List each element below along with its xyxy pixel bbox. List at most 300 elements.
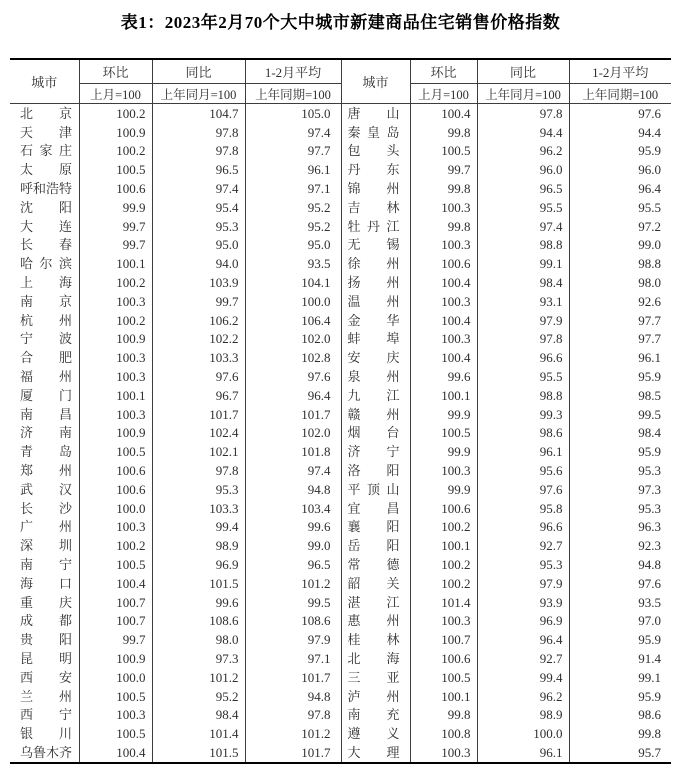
yoy-value-right: 99.3	[477, 405, 569, 424]
city-name-right: 牡丹江	[347, 218, 400, 234]
city-cell	[341, 612, 410, 631]
avg-value-right: 92.3	[569, 536, 671, 555]
yoy-value-left: 101.5	[152, 743, 245, 763]
city-cell	[10, 142, 79, 161]
mom-value-right: 99.8	[410, 217, 477, 236]
avg-value-right: 95.7	[569, 743, 671, 763]
city-cell	[341, 236, 410, 255]
yoy-value-left: 98.0	[152, 630, 245, 649]
avg-value-right: 94.4	[569, 123, 671, 142]
avg-value-left: 102.0	[245, 330, 341, 349]
avg-value-left: 101.2	[245, 724, 341, 743]
city-cell	[10, 104, 79, 123]
mom-value-right: 100.5	[410, 668, 477, 687]
table-row	[10, 649, 671, 668]
yoy-value-right: 95.6	[477, 461, 569, 480]
price-index-table	[10, 58, 671, 764]
yoy-value-left: 99.6	[152, 593, 245, 612]
mom-value-left: 100.9	[79, 123, 152, 142]
city-cell	[341, 706, 410, 725]
avg-value-right: 96.4	[569, 179, 671, 198]
header-mom-base-right: 上月=100	[410, 84, 477, 104]
city-cell	[10, 630, 79, 649]
city-cell	[341, 461, 410, 480]
mom-value-left: 100.3	[79, 367, 152, 386]
avg-value-left: 95.2	[245, 198, 341, 217]
city-cell	[10, 743, 79, 763]
city-cell	[10, 254, 79, 273]
table-row	[10, 273, 671, 292]
yoy-value-right: 94.4	[477, 123, 569, 142]
city-name-right: 大理	[347, 744, 400, 760]
table-row	[10, 724, 671, 743]
yoy-value-right: 96.6	[477, 518, 569, 537]
table-row	[10, 254, 671, 273]
table-row	[10, 104, 671, 123]
table-row	[10, 142, 671, 161]
city-name-left: 长沙	[20, 500, 72, 516]
mom-value-right: 99.9	[410, 405, 477, 424]
yoy-value-left: 101.2	[152, 668, 245, 687]
mom-value-left: 100.4	[79, 743, 152, 763]
city-cell	[341, 743, 410, 763]
yoy-value-left: 99.7	[152, 292, 245, 311]
yoy-value-left: 95.2	[152, 687, 245, 706]
avg-value-left: 102.0	[245, 424, 341, 443]
city-name-left: 西宁	[20, 707, 72, 723]
header-yoy-base-right: 上年同月=100	[477, 84, 569, 104]
city-name-right: 平顶山	[347, 481, 400, 497]
table-row	[10, 706, 671, 725]
city-name-right: 唐山	[347, 105, 400, 121]
yoy-value-right: 98.9	[477, 706, 569, 725]
city-cell	[341, 198, 410, 217]
yoy-value-right: 96.2	[477, 687, 569, 706]
mom-value-right: 99.8	[410, 706, 477, 725]
mom-value-left: 100.1	[79, 254, 152, 273]
city-cell	[341, 179, 410, 198]
avg-value-left: 104.1	[245, 273, 341, 292]
yoy-value-right: 97.8	[477, 104, 569, 123]
yoy-value-right: 98.6	[477, 424, 569, 443]
city-name-left: 北京	[20, 105, 72, 121]
mom-value-right: 101.4	[410, 593, 477, 612]
avg-value-left: 94.8	[245, 687, 341, 706]
city-cell	[10, 160, 79, 179]
yoy-value-left: 106.2	[152, 311, 245, 330]
yoy-value-right: 98.8	[477, 386, 569, 405]
yoy-value-left: 103.3	[152, 348, 245, 367]
city-name-right: 丹东	[347, 162, 400, 178]
city-cell	[10, 518, 79, 537]
yoy-value-right: 92.7	[477, 536, 569, 555]
avg-value-right: 96.1	[569, 348, 671, 367]
avg-value-left: 96.1	[245, 160, 341, 179]
mom-value-left: 100.3	[79, 405, 152, 424]
city-name-right: 温州	[347, 293, 400, 309]
avg-value-right: 98.8	[569, 254, 671, 273]
mom-value-right: 100.3	[410, 330, 477, 349]
city-name-right: 包头	[347, 143, 400, 159]
yoy-value-right: 97.6	[477, 480, 569, 499]
city-name-right: 泸州	[347, 688, 400, 704]
yoy-value-right: 96.2	[477, 142, 569, 161]
city-cell	[10, 292, 79, 311]
yoy-value-right: 99.1	[477, 254, 569, 273]
avg-value-right: 98.5	[569, 386, 671, 405]
mom-value-right: 100.3	[410, 461, 477, 480]
city-name-right: 桂林	[347, 632, 400, 648]
avg-value-right: 95.9	[569, 442, 671, 461]
city-cell	[10, 330, 79, 349]
yoy-value-left: 98.9	[152, 536, 245, 555]
avg-value-left: 101.7	[245, 405, 341, 424]
city-cell	[10, 612, 79, 631]
city-name-right: 安庆	[347, 350, 400, 366]
city-cell	[341, 311, 410, 330]
city-name-left: 南昌	[20, 406, 72, 422]
mom-value-right: 100.1	[410, 536, 477, 555]
avg-value-left: 97.4	[245, 461, 341, 480]
city-cell	[10, 555, 79, 574]
city-name-left: 贵阳	[20, 632, 72, 648]
header-mom-base-left: 上月=100	[79, 84, 152, 104]
mom-value-left: 100.3	[79, 292, 152, 311]
mom-value-right: 100.4	[410, 348, 477, 367]
city-name-left: 福州	[20, 369, 72, 385]
city-cell	[341, 254, 410, 273]
mom-value-left: 100.3	[79, 348, 152, 367]
city-name-left: 海口	[20, 575, 72, 591]
city-cell	[341, 499, 410, 518]
mom-value-right: 99.9	[410, 480, 477, 499]
city-name-right: 三亚	[347, 669, 400, 685]
avg-value-left: 102.8	[245, 348, 341, 367]
city-name-left: 南京	[20, 293, 72, 309]
city-name-right: 金华	[347, 312, 400, 328]
city-name-left: 哈尔滨	[20, 256, 72, 272]
yoy-value-left: 97.8	[152, 142, 245, 161]
avg-value-right: 98.6	[569, 706, 671, 725]
table-row	[10, 311, 671, 330]
yoy-value-right: 97.8	[477, 330, 569, 349]
city-cell	[341, 123, 410, 142]
mom-value-left: 100.6	[79, 179, 152, 198]
yoy-value-left: 99.4	[152, 518, 245, 537]
city-name-left: 青岛	[20, 444, 72, 460]
mom-value-right: 100.3	[410, 743, 477, 763]
city-cell	[10, 348, 79, 367]
mom-value-right: 100.1	[410, 687, 477, 706]
mom-value-right: 99.8	[410, 123, 477, 142]
yoy-value-right: 96.1	[477, 743, 569, 763]
yoy-value-left: 97.4	[152, 179, 245, 198]
city-cell	[341, 367, 410, 386]
yoy-value-right: 95.5	[477, 367, 569, 386]
avg-value-right: 95.3	[569, 461, 671, 480]
city-name-right: 泉州	[347, 369, 400, 385]
city-cell	[341, 724, 410, 743]
city-cell	[341, 273, 410, 292]
city-cell	[10, 217, 79, 236]
city-cell	[341, 217, 410, 236]
yoy-value-right: 98.4	[477, 273, 569, 292]
city-name-right: 遵义	[347, 726, 400, 742]
table-row	[10, 330, 671, 349]
avg-value-right: 95.9	[569, 630, 671, 649]
mom-value-left: 99.7	[79, 217, 152, 236]
city-cell	[341, 536, 410, 555]
yoy-value-right: 97.9	[477, 311, 569, 330]
yoy-value-left: 101.4	[152, 724, 245, 743]
yoy-value-left: 97.6	[152, 367, 245, 386]
avg-value-left: 99.0	[245, 536, 341, 555]
city-name-left: 乌鲁木齐	[20, 744, 73, 760]
avg-value-left: 95.2	[245, 217, 341, 236]
header-yoy-left: 同比	[152, 59, 245, 84]
avg-value-right: 97.7	[569, 311, 671, 330]
mom-value-right: 100.6	[410, 649, 477, 668]
mom-value-left: 100.5	[79, 687, 152, 706]
city-cell	[341, 442, 410, 461]
avg-value-left: 97.6	[245, 367, 341, 386]
avg-value-right: 99.5	[569, 405, 671, 424]
mom-value-right: 100.3	[410, 612, 477, 631]
yoy-value-left: 98.4	[152, 706, 245, 725]
yoy-value-right: 93.1	[477, 292, 569, 311]
avg-value-right: 97.7	[569, 330, 671, 349]
mom-value-left: 100.4	[79, 574, 152, 593]
city-name-right: 无锡	[347, 237, 400, 253]
table-row	[10, 480, 671, 499]
header-avg-right: 1-2月平均	[569, 59, 671, 84]
city-cell	[10, 649, 79, 668]
yoy-value-left: 94.0	[152, 254, 245, 273]
table-row	[10, 518, 671, 537]
mom-value-left: 100.7	[79, 593, 152, 612]
table-row	[10, 668, 671, 687]
avg-value-left: 95.0	[245, 236, 341, 255]
mom-value-left: 100.9	[79, 330, 152, 349]
city-cell	[341, 555, 410, 574]
mom-value-left: 100.2	[79, 536, 152, 555]
mom-value-left: 100.3	[79, 518, 152, 537]
city-cell	[10, 499, 79, 518]
mom-value-left: 100.6	[79, 480, 152, 499]
avg-value-right: 99.8	[569, 724, 671, 743]
page-title: 表1：2023年2月70个大中城市新建商品住宅销售价格指数	[120, 13, 561, 32]
header-row-sub	[10, 84, 671, 104]
mom-value-left: 100.3	[79, 706, 152, 725]
yoy-value-right: 96.1	[477, 442, 569, 461]
city-cell	[341, 630, 410, 649]
city-name-left: 南宁	[20, 557, 72, 573]
avg-value-left: 97.9	[245, 630, 341, 649]
city-name-right: 九江	[347, 387, 400, 403]
avg-value-right: 96.0	[569, 160, 671, 179]
yoy-value-left: 101.7	[152, 405, 245, 424]
avg-value-right: 95.9	[569, 142, 671, 161]
avg-value-left: 97.8	[245, 706, 341, 725]
city-cell	[341, 330, 410, 349]
avg-value-left: 105.0	[245, 104, 341, 123]
city-name-right: 襄阳	[347, 519, 400, 535]
avg-value-right: 96.3	[569, 518, 671, 537]
city-name-right: 洛阳	[347, 463, 400, 479]
avg-value-right: 94.8	[569, 555, 671, 574]
city-name-left: 西安	[20, 669, 72, 685]
yoy-value-left: 95.3	[152, 480, 245, 499]
city-name-left: 石家庄	[20, 143, 72, 159]
avg-value-right: 97.2	[569, 217, 671, 236]
yoy-value-left: 97.3	[152, 649, 245, 668]
mom-value-right: 100.6	[410, 254, 477, 273]
yoy-value-left: 96.7	[152, 386, 245, 405]
city-cell	[341, 480, 410, 499]
mom-value-right: 100.6	[410, 499, 477, 518]
city-cell	[10, 593, 79, 612]
mom-value-left: 99.7	[79, 236, 152, 255]
table-row	[10, 236, 671, 255]
table-row	[10, 536, 671, 555]
city-name-left: 沈阳	[20, 199, 72, 215]
mom-value-right: 100.2	[410, 574, 477, 593]
city-name-right: 宜昌	[347, 500, 400, 516]
table-row	[10, 499, 671, 518]
yoy-value-left: 102.4	[152, 424, 245, 443]
table-row	[10, 179, 671, 198]
mom-value-right: 99.6	[410, 367, 477, 386]
city-name-left: 宁波	[20, 331, 72, 347]
mom-value-right: 99.8	[410, 179, 477, 198]
yoy-value-left: 102.2	[152, 330, 245, 349]
mom-value-left: 100.2	[79, 142, 152, 161]
yoy-value-right: 100.0	[477, 724, 569, 743]
city-name-right: 济宁	[347, 444, 400, 460]
yoy-value-right: 96.4	[477, 630, 569, 649]
yoy-value-right: 99.4	[477, 668, 569, 687]
city-cell	[341, 593, 410, 612]
city-cell	[10, 198, 79, 217]
mom-value-right: 100.3	[410, 292, 477, 311]
mom-value-right: 100.7	[410, 630, 477, 649]
yoy-value-left: 103.9	[152, 273, 245, 292]
table-row	[10, 743, 671, 763]
avg-value-right: 91.4	[569, 649, 671, 668]
avg-value-right: 98.4	[569, 424, 671, 443]
mom-value-right: 100.4	[410, 311, 477, 330]
table-row	[10, 123, 671, 142]
city-cell	[10, 574, 79, 593]
city-name-right: 蚌埠	[347, 331, 400, 347]
yoy-value-left: 95.3	[152, 217, 245, 236]
city-cell	[10, 236, 79, 255]
yoy-value-right: 95.8	[477, 499, 569, 518]
table-row	[10, 687, 671, 706]
city-name-left: 成都	[20, 613, 72, 629]
city-cell	[10, 424, 79, 443]
city-cell	[341, 292, 410, 311]
yoy-value-right: 97.4	[477, 217, 569, 236]
city-cell	[10, 405, 79, 424]
avg-value-right: 99.0	[569, 236, 671, 255]
city-name-left: 深圳	[20, 538, 72, 554]
yoy-value-left: 97.8	[152, 123, 245, 142]
avg-value-left: 97.1	[245, 179, 341, 198]
city-cell	[10, 536, 79, 555]
yoy-value-left: 96.9	[152, 555, 245, 574]
avg-value-right: 97.3	[569, 480, 671, 499]
table-row	[10, 461, 671, 480]
city-name-left: 上海	[20, 275, 72, 291]
city-cell	[341, 649, 410, 668]
avg-value-left: 97.4	[245, 123, 341, 142]
city-name-right: 赣州	[347, 406, 400, 422]
mom-value-left: 100.2	[79, 273, 152, 292]
city-name-right: 吉林	[347, 199, 400, 215]
city-cell	[341, 104, 410, 123]
mom-value-right: 100.2	[410, 518, 477, 537]
yoy-value-left: 96.5	[152, 160, 245, 179]
mom-value-right: 100.2	[410, 555, 477, 574]
header-mom-right: 环比	[410, 59, 477, 84]
header-avg-base-left: 上年同期=100	[245, 84, 341, 104]
mom-value-right: 100.4	[410, 273, 477, 292]
avg-value-right: 97.6	[569, 574, 671, 593]
table-row	[10, 198, 671, 217]
table-row	[10, 442, 671, 461]
yoy-value-right: 95.5	[477, 198, 569, 217]
city-name-right: 扬州	[347, 275, 400, 291]
yoy-value-left: 97.8	[152, 461, 245, 480]
avg-value-right: 92.6	[569, 292, 671, 311]
avg-value-right: 99.1	[569, 668, 671, 687]
mom-value-right: 99.9	[410, 442, 477, 461]
table-row	[10, 405, 671, 424]
city-name-left: 太原	[20, 162, 72, 178]
table-row	[10, 160, 671, 179]
yoy-value-right: 96.0	[477, 160, 569, 179]
city-name-left: 天津	[20, 124, 72, 140]
city-name-right: 烟台	[347, 425, 400, 441]
table-row	[10, 593, 671, 612]
mom-value-right: 100.3	[410, 236, 477, 255]
mom-value-left: 100.0	[79, 499, 152, 518]
city-cell	[341, 518, 410, 537]
yoy-value-right: 98.8	[477, 236, 569, 255]
city-cell	[10, 687, 79, 706]
yoy-value-right: 96.9	[477, 612, 569, 631]
city-cell	[341, 160, 410, 179]
mom-value-left: 100.9	[79, 424, 152, 443]
city-cell	[341, 348, 410, 367]
header-avg-base-right: 上年同期=100	[569, 84, 671, 104]
table-row	[10, 217, 671, 236]
city-name-left: 杭州	[20, 312, 72, 328]
table-row	[10, 555, 671, 574]
city-name-left: 广州	[20, 519, 72, 535]
header-city-right: 城市	[341, 59, 410, 104]
avg-value-right: 97.0	[569, 612, 671, 631]
mom-value-right: 100.5	[410, 142, 477, 161]
yoy-value-right: 96.6	[477, 348, 569, 367]
mom-value-left: 100.9	[79, 649, 152, 668]
avg-value-left: 101.8	[245, 442, 341, 461]
table-row	[10, 386, 671, 405]
yoy-value-left: 102.1	[152, 442, 245, 461]
city-cell	[341, 687, 410, 706]
city-name-left: 合肥	[20, 350, 72, 366]
